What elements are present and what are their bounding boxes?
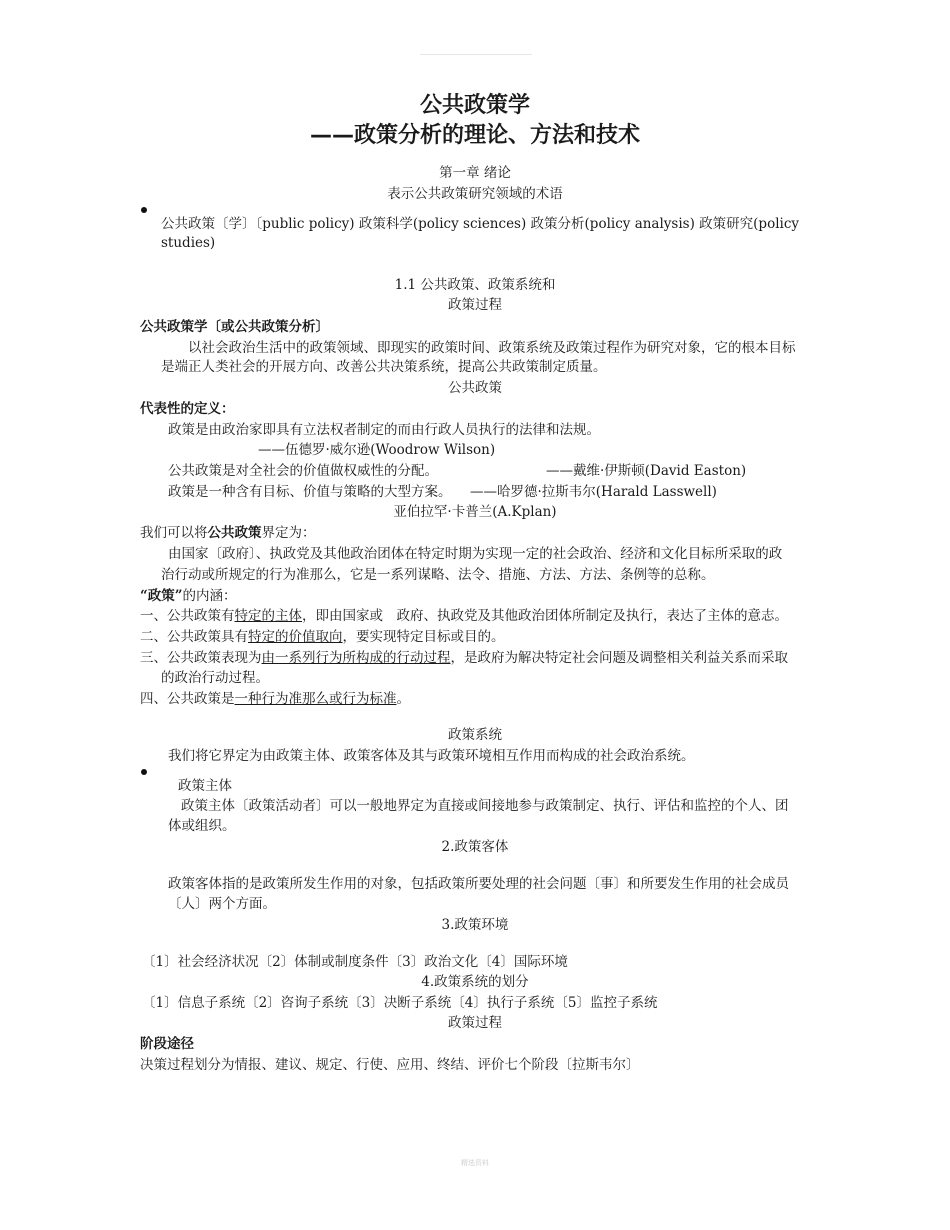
item-3-pre: 三、公共政策表现为 xyxy=(140,650,262,666)
item-1-post: ，即由国家或 政府、执政党及其他政治团体所制定及执行，表达了主体的意志。 xyxy=(302,608,788,624)
system-division-heading: 4.政策系统的划分 xyxy=(421,974,529,990)
chapter-heading: 第一章 绪论 xyxy=(439,165,511,181)
item-1-underline: 特定的主体 xyxy=(234,608,302,624)
stage-approach-text: 决策过程划分为情报、建议、规定、行使、应用、终结、评价七个阶段〔拉斯韦尔〕 xyxy=(140,1057,640,1073)
bullet-icon xyxy=(141,207,147,213)
definition-1: 政策是由政治家即具有立法权者制定的而由行政人员执行的法律和法规。 xyxy=(168,422,600,438)
define-line-1: 由国家〔政府〕、执政党及其他政治团体在特定时期为实现一定的社会政治、经济和文化目标所采取的政 xyxy=(168,546,783,562)
item-4-underline: 一种行为准那么或行为标准 xyxy=(234,691,397,707)
policy-object-line-2: 〔人〕两个方面。 xyxy=(168,896,276,912)
connotation-heading xyxy=(140,587,237,605)
terms-line-2: studies) xyxy=(161,235,216,251)
terms-line-1: 公共政策〔学〕〔public policy) 政策科学(policy sciences) 政策分析(policy analysis) 政策研究(policy xyxy=(161,216,800,232)
footer-watermark: 精选资料 xyxy=(461,1159,489,1167)
policy-object-line-1: 政策客体指的是政策所发生作用的对象，包括政策所要处理的社会问题〔事〕和所要发生作用的社会成员 xyxy=(168,876,789,892)
connotation-item-1 xyxy=(140,607,788,625)
connotation-item-4 xyxy=(140,690,410,708)
policy-process-heading: 政策过程 xyxy=(448,1015,502,1031)
item-3-post: ，是政府为解决特定社会问题及调整相关利益关系而采取 xyxy=(450,650,788,666)
item-4-pre: 四、公共政策是 xyxy=(140,691,235,707)
policy-system-heading: 政策系统 xyxy=(448,727,502,743)
terms-heading: 表示公共政策研究领域的术语 xyxy=(387,186,563,202)
definition-3-author: ——哈罗德·拉斯韦尔(Harald Lasswell) xyxy=(470,484,717,500)
item-2-pre: 二、公共政策具有 xyxy=(140,629,248,645)
section-1-1-heading: 1.1 公共政策、政策系统和 xyxy=(394,277,556,293)
policy-system-intro: 我们将它界定为由政策主体、政策客体及其与政策环境相互作用而构成的社会政治系统。 xyxy=(168,748,695,764)
study-para-line-2: 是端正人类社会的开展方向、改善公共决策系统，提高公共政策制定质量。 xyxy=(161,359,607,375)
definition-3: 政策是一种含有目标、价值与策略的大型方案。 xyxy=(168,484,452,500)
define-intro xyxy=(140,524,316,542)
definitions-heading: 代表性的定义： xyxy=(140,401,235,417)
connotation-bold: “政策” xyxy=(140,588,183,604)
definition-2: 公共政策是对全社会的价值做权威性的分配。 xyxy=(168,463,438,479)
policy-subject-line-1: 政策主体〔政策活动者〕可以一般地界定为直接或间接地参与政策制定、执行、评估和监控的个人、团 xyxy=(181,798,789,814)
item-2-underline: 特定的价值取向 xyxy=(248,629,343,645)
item-3-underline: 由一系列行为所构成的行动过程 xyxy=(261,650,451,666)
study-para-line-1: 以社会政治生活中的政策领域、即现实的政策时间、政策系统及政策过程作为研究对象，它的根本目标 xyxy=(188,340,796,356)
public-policy-study-heading: 公共政策学〔或公共政策分析〕 xyxy=(140,319,329,335)
policy-subject-heading: 政策主体 xyxy=(178,778,232,794)
item-4-post: 。 xyxy=(396,691,410,707)
bullet-icon xyxy=(141,769,147,775)
document-subtitle: ——政策分析的理论、方法和技术 xyxy=(309,123,640,148)
connotation-item-3 xyxy=(140,649,788,667)
define-intro-pre: 我们可以将 xyxy=(140,525,208,541)
policy-subject-line-2: 体或组织。 xyxy=(168,818,236,834)
system-division-list: 〔1〕信息子系统〔2〕咨询子系统〔3〕决断子系统〔4〕执行子系统〔5〕监控子系统 xyxy=(142,995,658,1011)
item-2-post: ，要实现特定目标或目的。 xyxy=(342,629,505,645)
section-1-1-heading-2: 政策过程 xyxy=(448,297,502,313)
define-line-2: 治行动或所规定的行为准那么，它是一系列谋略、法令、措施、方法、方法、条例等的总称。 xyxy=(161,567,715,583)
definition-2-author: ——戴维·伊斯顿(David Easton) xyxy=(546,463,747,479)
policy-environment-list: 〔1〕社会经济状况〔2〕体制或制度条件〔3〕政治文化〔4〕国际环境 xyxy=(142,954,568,970)
policy-object-heading: 2.政策客体 xyxy=(441,839,509,855)
define-intro-bold: 公共政策 xyxy=(207,525,262,541)
public-policy-heading: 公共政策 xyxy=(448,380,502,396)
connotation-item-2 xyxy=(140,628,505,646)
document-title: 公共政策学 xyxy=(419,93,530,118)
define-intro-post: 界定为： xyxy=(261,525,316,541)
connotation-item-3-line-2: 的政治行动过程。 xyxy=(161,670,269,686)
definition-3-author-2: 亚伯拉罕·卡普兰(A.Kplan) xyxy=(393,504,557,520)
connotation-rest: 的内涵： xyxy=(182,588,237,604)
definition-1-author: ——伍德罗·威尔逊(Woodrow Wilson) xyxy=(258,442,496,458)
item-1-pre: 一、公共政策有 xyxy=(140,608,235,624)
header-rule xyxy=(420,54,532,55)
stage-approach-heading: 阶段途径 xyxy=(140,1036,194,1052)
policy-environment-heading: 3.政策环境 xyxy=(441,917,509,933)
